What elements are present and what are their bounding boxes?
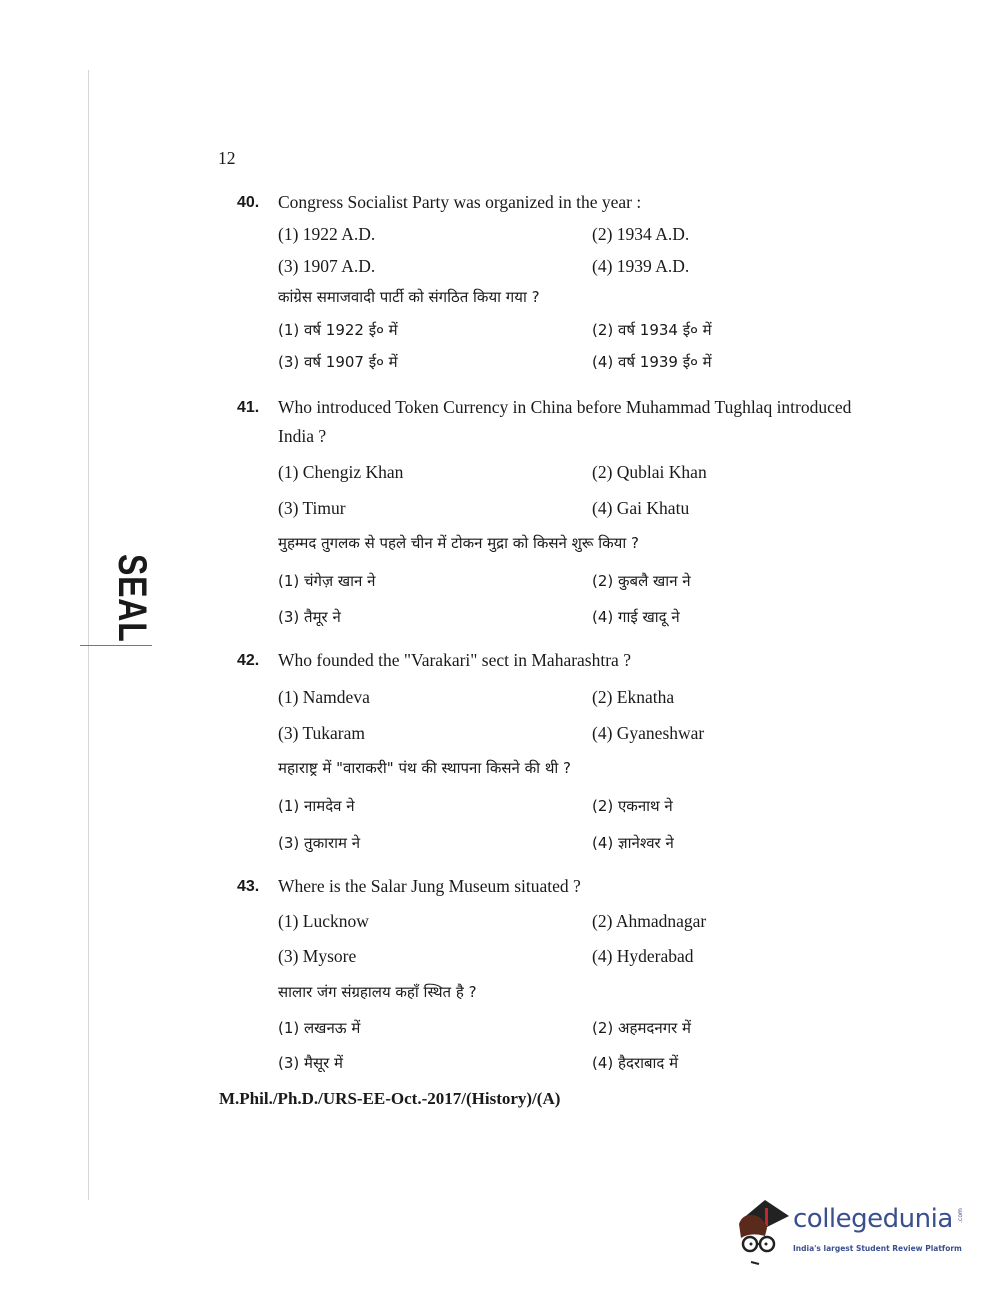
question-text-hi: सालार जंग संग्रहालय कहाँ स्थित है ? <box>278 983 477 1001</box>
question-text-en: Where is the Salar Jung Museum situated ? <box>278 876 581 896</box>
option-en: (3) 1907 A.D. <box>278 256 376 276</box>
brand-name: collegedunia <box>793 1204 953 1234</box>
paper-code-footer: M.Phil./Ph.D./URS-EE-Oct.-2017/(History)/(A) <box>219 1089 561 1108</box>
option-hi: (4) वर्ष 1939 ई० में <box>592 353 712 371</box>
option-hi: (1) चंगेज़ खान ने <box>278 572 376 590</box>
option-en: (4) 1939 A.D. <box>592 256 690 276</box>
option-hi: (1) लखनऊ में <box>278 1019 361 1037</box>
option-hi: (1) वर्ष 1922 ई० में <box>278 321 398 339</box>
option-hi: (2) अहमदनगर में <box>592 1019 692 1037</box>
option-hi: (2) एकनाथ ने <box>592 797 673 815</box>
option-en: (4) Gyaneshwar <box>592 723 705 743</box>
collegedunia-watermark <box>735 1198 965 1268</box>
brand-suffix: .com <box>956 1208 964 1223</box>
option-en: (4) Hyderabad <box>592 946 694 966</box>
option-en: (1) 1922 A.D. <box>278 224 376 244</box>
mascot-icon <box>735 1198 795 1268</box>
option-hi: (4) गाई खादू ने <box>592 608 680 626</box>
option-hi: (3) तुकाराम ने <box>278 834 361 852</box>
question-text-hi: मुहम्मद तुगलक से पहले चीन में टोकन मुद्रा को किसने शुरू किया ? <box>278 534 639 552</box>
seal-stamp: SEAL <box>110 554 154 643</box>
question-text-en: Who founded the "Varakari" sect in Maharashtra ? <box>278 650 631 670</box>
option-en: (2) Ahmadnagar <box>592 911 707 931</box>
question-text-hi: कांग्रेस समाजवादी पार्टी को संगठित किया गया ? <box>278 288 540 306</box>
option-en: (2) Qublai Khan <box>592 462 707 482</box>
option-hi: (2) वर्ष 1934 ई० में <box>592 321 712 339</box>
option-en: (2) 1934 A.D. <box>592 224 690 244</box>
question-number: 42. <box>237 652 260 669</box>
option-hi: (4) हैदराबाद में <box>592 1054 679 1072</box>
option-en: (1) Lucknow <box>278 911 369 931</box>
option-en: (4) Gai Khatu <box>592 498 690 518</box>
question-number: 40. <box>237 194 260 211</box>
page-number: 12 <box>218 148 236 168</box>
option-hi: (3) मैसूर में <box>278 1054 343 1072</box>
option-hi: (2) कुबलै खान ने <box>592 572 691 590</box>
question-text-en: Congress Socialist Party was organized in the year : <box>278 192 642 212</box>
question-number: 43. <box>237 878 260 895</box>
question-text-en: India ? <box>278 426 327 446</box>
option-en: (3) Timur <box>278 498 346 518</box>
option-hi: (1) नामदेव ने <box>278 797 355 815</box>
question-number: 41. <box>237 399 260 416</box>
question-text-hi: महाराष्ट्र में "वाराकरी" पंथ की स्थापना किसने की थी ? <box>278 759 572 777</box>
option-en: (1) Namdeva <box>278 687 370 707</box>
question-text-en: Who introduced Token Currency in China before Muhammad Tughlaq introduced <box>278 397 852 417</box>
option-hi: (3) तैमूर ने <box>278 608 341 626</box>
brand-tagline: India's largest Student Review Platform <box>793 1244 962 1253</box>
option-hi: (3) वर्ष 1907 ई० में <box>278 353 398 371</box>
seal-divider <box>80 645 152 646</box>
option-hi: (4) ज्ञानेश्वर ने <box>592 834 674 852</box>
option-en: (2) Eknatha <box>592 687 675 707</box>
margin-line <box>88 70 89 1200</box>
option-en: (3) Mysore <box>278 946 357 966</box>
option-en: (1) Chengiz Khan <box>278 462 404 482</box>
option-en: (3) Tukaram <box>278 723 366 743</box>
